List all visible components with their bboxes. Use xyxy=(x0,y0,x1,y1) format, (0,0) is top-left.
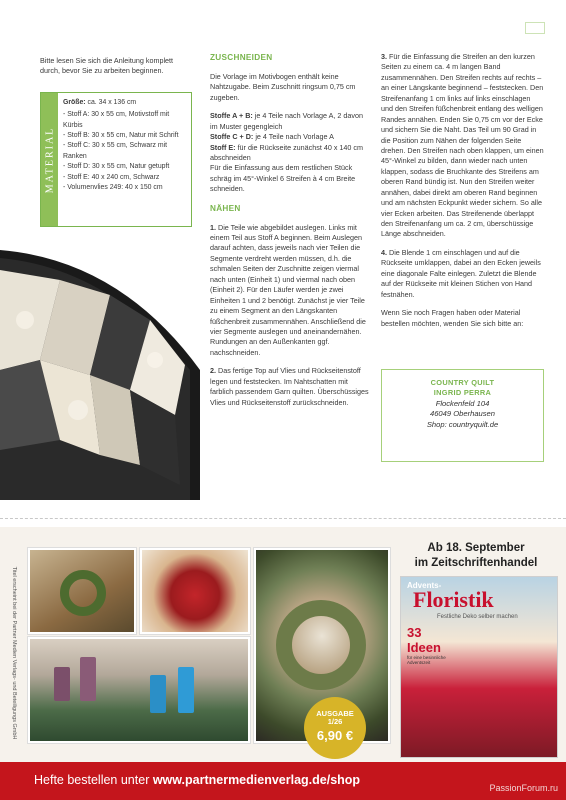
intro-text: Bitte lesen Sie sich die Anleitung komplett durch, bevor Sie zu arbeiten beginnen. xyxy=(40,56,174,76)
step-4: 4. Die Blende 1 cm einschlagen und auf die Rückseite umklappen, dabei an den Ecken jeweils eine diagonale Falte einlegen. Zuletzt die Blende auf der Rückseite mit kleinen Stichen von Hand festnähen. xyxy=(381,247,541,299)
price-badge: AUSGABE 1/26 6,90 € xyxy=(304,697,366,759)
material-item: - Stoff B: 30 x 55 cm, Natur mit Schrift xyxy=(63,132,179,140)
zuschneiden-heading: ZUSCHNEIDEN xyxy=(210,53,273,62)
ad-separator xyxy=(0,518,566,519)
contact-city: 46049 Oberhausen xyxy=(429,409,496,419)
intro-column xyxy=(40,56,192,85)
material-list xyxy=(63,98,187,193)
material-size: Größe: ca. 34 x 136 cm xyxy=(63,99,137,106)
ad-publisher-note: Titel erscheint bei der Partner Medien Verlags- und Beteiligungs GmbH xyxy=(11,566,17,740)
material-item: - Volumenvlies 249: 40 x 150 cm xyxy=(63,183,163,191)
step-2: 2. Das fertige Top auf Vlies und Rückseitenstoff legen und feststecken. Im Nahtschatten mit farblich passendem Garn quilten. Überschüssiges Vlies und Rückseitenstoff zurückschneiden. xyxy=(210,366,369,407)
contact-shop[interactable]: Shop: countryquilt.de xyxy=(426,419,499,429)
step-1: 1. Die Teile wie abgebildet auslegen. Links mit einem Teil aus Stoff A beginnen. Beim Auslegen darauf achten, dass jeweils nach vier Teilen die Segmente verdreht werden müssen, d.h. die schmalen Seiten der Zuschnitte zeigen viermal nach unten (Einheit 1) und viermal nach oben (Einheit 2). Für den Läufer werden je zwei Einheiten 1 und 2 benötigt. Zunächst je vier Teile zu einem Segment an den Längskanten füßchenbreit zusammennähen. Anschließend die vier Segmente auslegen und aneinandernähen. Rundungen an den Außenkanten ggf. nachschneiden. xyxy=(210,222,366,357)
cut-e: Stoff E: für die Rückseite zunächst 40 x 140 cm abschneiden xyxy=(210,142,364,162)
material-item: - Stoff D: 30 x 55 cm, Natur getupft xyxy=(63,163,170,171)
instructions-column-2 xyxy=(210,52,372,416)
step-3: 3. Für die Einfassung die Streifen an den kurzen Seiten zu einem ca. 4 m langen Band zusammennähen. Den Streifen rechts auf rechts – an einer Längskante beginnend – feststecken. Den Streifenanfang 1 cm links auf links einschlagen und den Streifen füßchenbreit entlang des welligen Randes annähen. Enden Sie 0,75 cm vor der Ecke und sichern Sie die Naht. Das Teil um 90 Grad in die Position zum Nähen der folgenden Seite drehen. Den Streifen nach oben klappen, um einen 45°-Winkel zu bilden, dann wieder nach unten klappen, sodass die Bruchkante des Streifens am oberen Rand bündig ist. Nun den Streifen weiter annähen, dabei direkt am oberen Rand beginnen und am nächsten Eckpunkt wieder sichern. So alle vier Ecken arbeiten. Das Streifenende überlappt den Streifenanfang um ca. 2 cm, überschüssige Länge abschneiden. xyxy=(381,52,544,239)
order-banner: Hefte bestellen unter www.partnermedienverlag.de/shop PassionForum.ru xyxy=(0,762,566,800)
instructions-column-3 xyxy=(381,52,544,337)
contact-box xyxy=(381,369,544,462)
contact-person: INGRID PERRA xyxy=(433,388,492,398)
cut-binding: Für die Einfassung aus dem restlichen Stück schräg im 45°-Winkel 6 Streifen à 4 cm Breite schneiden. xyxy=(210,163,356,194)
contact-company: COUNTRY QUILT xyxy=(430,378,495,387)
quilt-table-runner-photo xyxy=(0,250,200,500)
magazine-logo-icon xyxy=(525,22,545,34)
material-tab: MATERIAL xyxy=(41,93,58,226)
red-bowl-arrangement-photo xyxy=(140,548,250,634)
wreath-photo xyxy=(28,548,136,634)
zuschneiden-text: Die Vorlage im Motivbogen enthält keine Nahtzugabe. Beim Zuschnitt ringsum 0,75 cm zugeben. xyxy=(210,71,356,102)
watermark: PassionForum.ru xyxy=(489,783,558,793)
material-box xyxy=(40,92,192,227)
material-item: - Stoff A: 30 x 55 cm, Motivstoff mit Kürbis xyxy=(63,111,170,129)
closing-text: Wenn Sie noch Fragen haben oder Material bestellen möchten, wenden Sie sich bitte an: xyxy=(381,308,524,328)
magazine-cover: Advents- Floristik Festliche Deko selber machen 33 Ideen für eine besinnliche Adventszeit xyxy=(400,576,558,758)
shop-link[interactable]: www.partnermedienverlag.de/shop xyxy=(152,773,361,787)
ad-headline: Ab 18. September im Zeitschriftenhandel xyxy=(414,542,538,569)
contact-street: Flockenfeld 104 xyxy=(435,398,490,408)
material-item: - Stoff E: 40 x 240 cm, Schwarz xyxy=(63,173,160,181)
cut-ab: Stoffe A + B: je 4 Teile nach Vorlage A, 2 davon im Muster gegengleich xyxy=(210,111,363,131)
naehen-heading: NÄHEN xyxy=(210,203,241,213)
candle-arrangement-photo xyxy=(28,637,250,743)
cut-cd: Stoffe C + D: je 4 Teile nach Vorlage A xyxy=(210,132,334,142)
material-item: - Stoff C: 30 x 55 cm, Schwarz mit Ranken xyxy=(63,142,168,160)
